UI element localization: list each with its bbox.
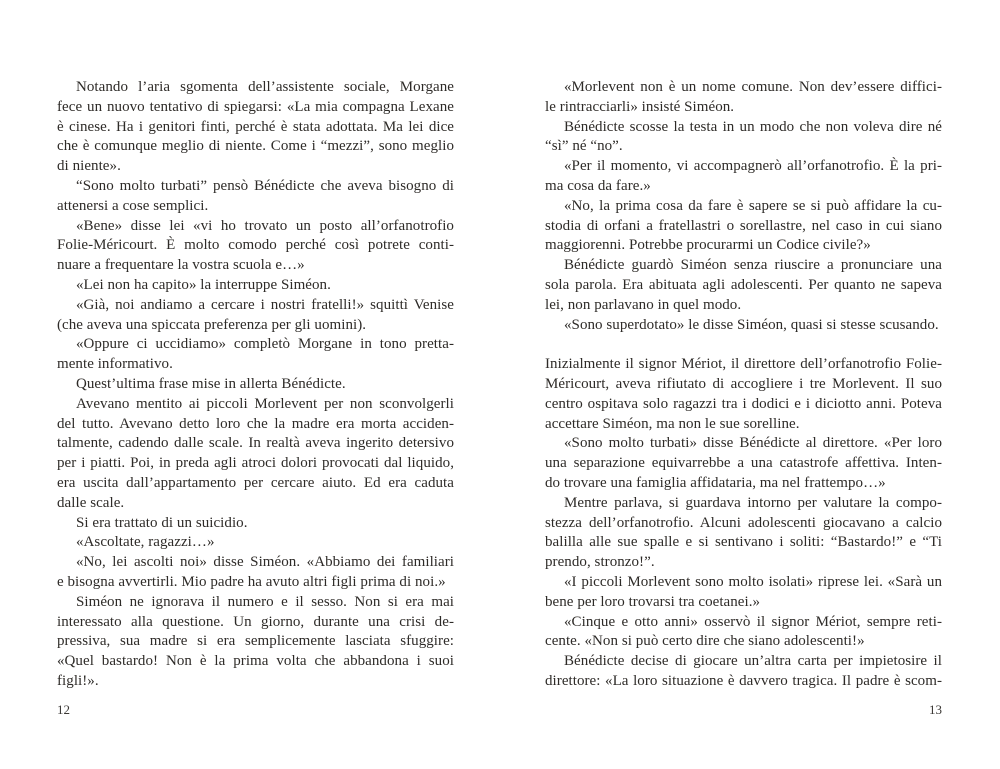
text-line: di niente». (57, 158, 121, 175)
text-line: pressiva, sua madre si era semplicemente lasciata sfuggire: (57, 633, 454, 650)
text-line: mente informativo. (57, 356, 173, 373)
text-line: stezza dell’orfanotrofio. Alcuni adolescenti giocavano a calcio (545, 514, 942, 531)
text-line: «Oppure ci uccidiamo» completò Morgane in tono pretta- (76, 336, 454, 353)
text-line: Méricourt, aveva rifiutato di accogliere i tre Morlevent. Il suo (545, 375, 942, 392)
text-line: figli!». (57, 672, 99, 689)
text-line: Mentre parlava, si guardava intorno per valutare la compo- (564, 494, 942, 511)
text-line: «Sono molto turbati» disse Bénédicte al direttore. «Per loro (564, 435, 942, 452)
text-line: che è comunque meglio di niente. Come i “mezzi”, sono meglio (57, 138, 454, 155)
text-line: Siméon ne ignorava il numero e il sesso. Non si era mai (76, 593, 454, 610)
text-line: «Ascoltate, ragazzi…» (76, 534, 215, 551)
text-line: e bisogna avvertirli. Mio padre ha avuto altri figli prima di noi.» (57, 573, 446, 590)
text-line: ma cosa da fare.» (545, 177, 651, 194)
text-line: una separazione equivarrebbe a una catastrofe affettiva. Inten- (545, 455, 942, 472)
text-line: cente. «Non si può certo dire che siano adolescenti!» (545, 633, 865, 650)
text-line: Inizialmente il signor Mériot, il direttore dell’orfanotrofio Folie- (545, 356, 942, 373)
text-line: lei, non parlavano in quel modo. (545, 296, 742, 313)
text-line: accettare Siméon, ma non le sue sorelline. (545, 415, 800, 432)
text-line: le rintracciarli» insisté Siméon. (545, 98, 735, 115)
text-line: «Lei non ha capito» la interruppe Siméon. (76, 276, 331, 293)
page-right (500, 0, 1000, 769)
text-line: “Sono molto turbati” pensò Bénédicte che aveva bisogno di (76, 177, 454, 194)
text-line: «Sono superdotato» le disse Siméon, quasi si stesse scusando. (564, 316, 939, 333)
text-line: Avevano mentito ai piccoli Morlevent per non sconvolgerli (76, 395, 454, 412)
text-line: stodia di orfani a fratellastri o sorellastre, nel caso in cui siano (545, 217, 942, 234)
text-line: «Bene» disse lei «vi ho trovato un posto all’orfanotrofio (76, 217, 454, 234)
page-right-text (545, 78, 942, 692)
text-line: Quest’ultima frase mise in allerta Bénédicte. (76, 375, 346, 392)
page-number-right: 13 (929, 702, 942, 717)
text-line: «Per il momento, vi accompagnerò all’orfanotrofio. È la pri- (564, 158, 942, 175)
text-line: «I piccoli Morlevent sono molto isolati» riprese lei. «Sarà un (564, 573, 942, 590)
text-line: del tutto. Avevano detto loro che la madre era morta acciden- (57, 415, 454, 432)
text-line: «Già, noi andiamo a cercare i nostri fratelli!» squittì Venise (76, 296, 454, 313)
page-left-text (57, 78, 454, 692)
text-line: centro ospitava solo ragazzi tra i dodici e i diciotto anni. Poteva (545, 395, 942, 412)
text-line: direttore: «La loro situazione è davvero tragica. Il padre è scom- (545, 672, 942, 689)
text-line: è cinese. Ha i genitori finti, perché è stata adottata. Ma lei dice (57, 118, 454, 135)
text-line: era uscita dall’appartamento per cercare aiuto. Ed era caduta (57, 474, 454, 491)
text-line: «Morlevent non è un nome comune. Non dev’essere diffici- (564, 79, 942, 95)
text-line: dalle scale. (57, 494, 125, 511)
text-line: balilla alle sue spalle e si sentivano i soliti: “Bastardo!” e “Ti (545, 534, 942, 551)
page-number-left: 12 (57, 702, 70, 717)
text-line: «No, la prima cosa da fare è sapere se si può affidare la cu- (564, 197, 942, 214)
text-line: bene per loro trovarsi tra coetanei.» (545, 593, 761, 610)
text-line: nuare a frequentare la vostra scuola e…» (57, 257, 305, 274)
text-line: “sì” né “no”. (545, 138, 623, 155)
text-line: Si era trattato di un suicidio. (76, 514, 248, 531)
text-line: per i piatti. Poi, in preda agli atroci dolori provocati dal liquido, (57, 455, 454, 472)
text-line: prendo, stronzo!”. (545, 554, 655, 571)
text-line: interessato alla questione. Un giorno, durante una crisi de- (57, 613, 454, 630)
text-line: sola parola. Era abituata agli adolescenti. Per quanto ne sapeva (545, 276, 942, 293)
text-line: Bénédicte scosse la testa in un modo che non voleva dire né (564, 118, 942, 135)
text-line: attenersi a cose semplici. (57, 197, 209, 214)
text-line: Folie-Méricourt. È molto comodo perché così potrete conti- (57, 237, 454, 254)
text-line: talmente, cadendo dalle scale. In realtà aveva ingerito detersivo (57, 435, 454, 452)
text-line: (che aveva una spiccata preferenza per gli uomini). (57, 316, 367, 333)
text-line: «No, lei ascolti noi» disse Siméon. «Abbiamo dei familiari (76, 554, 454, 571)
text-line: do trovare una famiglia affidataria, ma nel frattempo…» (545, 474, 886, 491)
text-line: «Cinque e otto anni» osservò il signor Mériot, sempre reti- (564, 613, 942, 630)
text-line: Bénédicte decise di giocare un’altra carta per impietosire il (564, 653, 942, 670)
text-line: «Quel bastardo! Non è la prima volta che abbandona i suoi (57, 653, 454, 670)
text-line: Bénédicte guardò Siméon senza riuscire a pronunciare una (564, 257, 942, 274)
text-line: Notando l’aria sgomenta dell’assistente sociale, Morgane (76, 79, 454, 95)
text-line: maggiorenni. Potrebbe procurarmi un Codice civile?» (545, 237, 871, 254)
text-line: fece un nuovo tentativo di spiegarsi: «La mia compagna Lexane (57, 98, 454, 115)
